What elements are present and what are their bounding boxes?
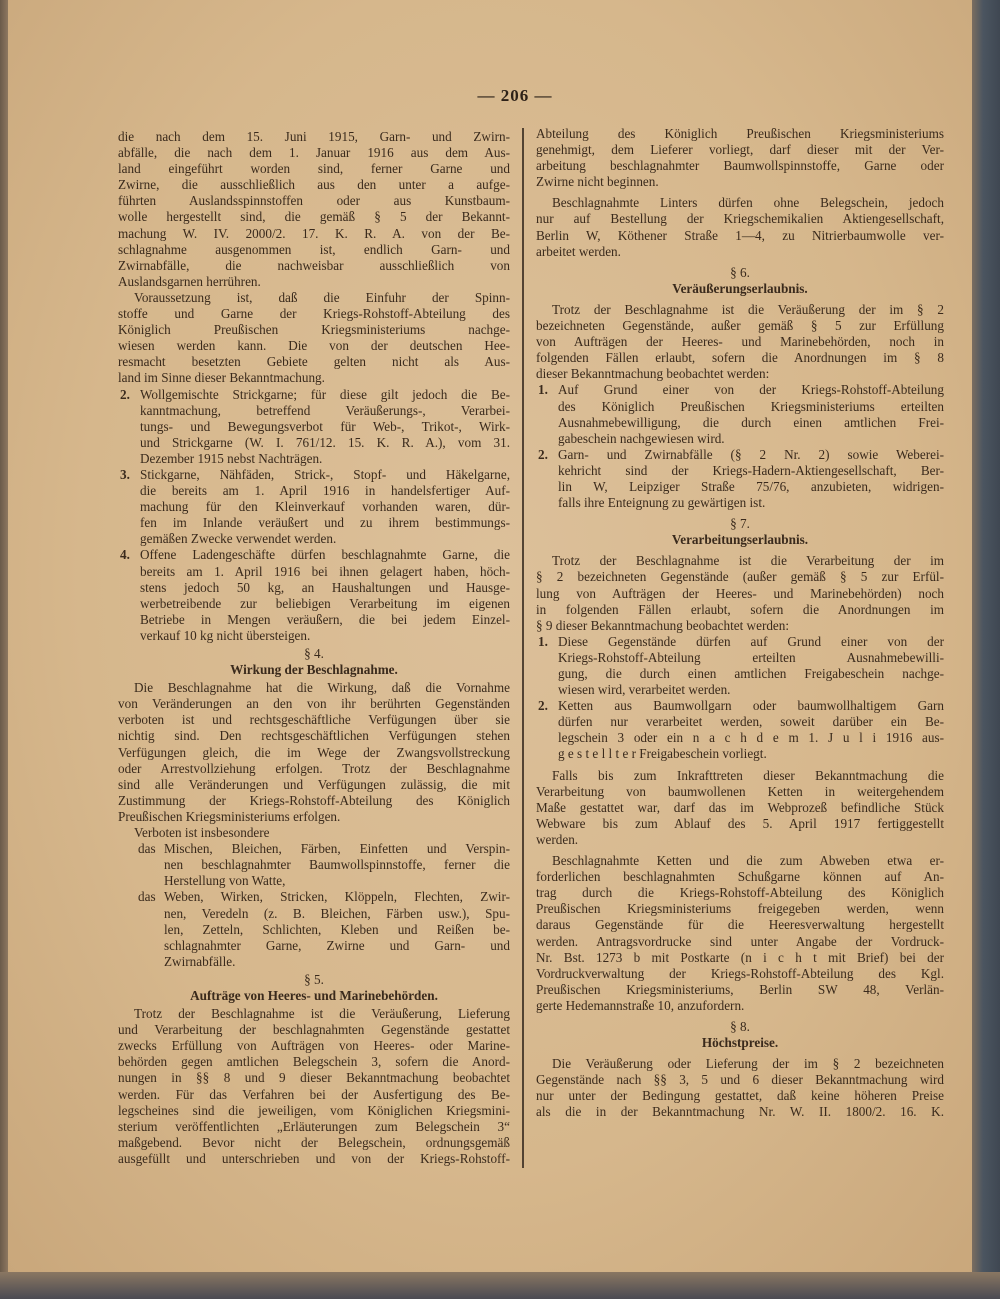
numbered-item <box>118 467 510 547</box>
numbered-item <box>536 698 944 762</box>
text-line: gerte Hedemannstraße 10, anzufordern. <box>536 997 745 1013</box>
text-line: Auslandsgarnen herrühren. <box>118 273 261 289</box>
item-number: 2. <box>538 698 548 714</box>
text-line: Gegenstände nach §§ 3, 5 und 6 dieser Bekanntmachung wird <box>536 1072 944 1088</box>
text-line: Mischen, Bleichen, Färben, Einfetten und Verspin- <box>164 841 510 857</box>
text-line: gung, die durch einen amtlichen Freigabeschein nachge- <box>558 666 944 681</box>
item-number: das <box>138 841 156 857</box>
text-line: Zustimmung der Kriegs-Rohstoff-Abteilung des Königlich <box>118 792 510 808</box>
text-line: nen, Veredeln (z. B. Bleichen, Färben usw.), Spu- <box>164 905 510 921</box>
text-line: Preußischen Kriegsministeriums, Berlin SW 48, Verlän- <box>536 981 944 997</box>
numbered-item <box>118 387 510 467</box>
text-line: verkauf 10 kg nicht übersteigen. <box>140 627 311 643</box>
text-line: bereits am 1. April 1916 bei ihnen gelagert haben, höch- <box>140 563 510 579</box>
section-number: § 4. <box>304 646 324 661</box>
section-number: § 7. <box>730 516 750 532</box>
item-number: 1. <box>538 382 548 398</box>
text-line: land eingeführt worden sind, ferner Garne und <box>118 161 510 177</box>
text-line: Verfügungen gleich, die im Wege der Zwangsvollstreckung <box>118 744 510 760</box>
text-line: Diese Gegenstände dürfen auf Grund einer von der <box>558 633 944 649</box>
paragraph <box>536 302 944 382</box>
text-line: in folgenden Fällen erlaubt, sofern die Anordnungen im <box>536 601 944 617</box>
text-line: daraus Gegenstände für die Heeresverwaltung hergestellt <box>536 917 944 933</box>
numbered-item <box>536 382 944 446</box>
paragraph <box>536 1056 944 1120</box>
text-line: gemäßen Zwecke verwendet werden. <box>140 531 337 547</box>
text-line: Preußischen Kriegsministeriums freigegeben werden, wenn <box>536 901 944 917</box>
paragraph <box>118 1006 510 1167</box>
text-line: von Veränderungen an den von ihr berührten Gegenständen <box>118 696 510 712</box>
text-line: arbeitung beschlagnahmter Baumwollspinnstoffe, Garne oder <box>536 158 944 174</box>
text-line: sterium veröffentlichten „Erläuterungen zum Belegschein 3“ <box>118 1118 510 1134</box>
text-line: Zwirnabfälle. <box>164 953 236 969</box>
text-line: Offene Ladengeschäfte dürfen beschlagnahmte Garne, die <box>140 547 510 563</box>
text-line: dürfen nur verarbeitet werden, soweit darüber ein Be- <box>558 714 944 730</box>
text-line: stoffe und Garne der Kriegs-Rohstoff-Abteilung des <box>118 306 510 322</box>
text-line: als die in der Bekanntmachung Nr. W. II. 1800/2. 16. K. <box>536 1104 944 1120</box>
text-line: führten Auslandsspinnstoffen oder aus Kunstbaum- <box>118 193 510 209</box>
paragraph <box>536 768 944 848</box>
text-line: Wollgemischte Strickgarne; für diese gilt jedoch die Be- <box>140 386 510 402</box>
paragraph <box>118 129 510 290</box>
text-line: Auf Grund einer von der Kriegs-Rohstoff-Abteilung <box>558 382 944 398</box>
text-line: Berlin W, Köthener Straße 1—4, zu Nitrierbaumwolle ver- <box>536 227 944 243</box>
item-number: 4. <box>120 547 130 563</box>
paragraph <box>118 680 510 825</box>
page-number: — 206 — <box>477 86 553 105</box>
text-line: Verboten ist insbesondere <box>134 825 270 841</box>
paragraph <box>536 553 944 633</box>
text-line: Vordruckverwaltung der Kriegs-Rohstoff-Abteilung des Kgl. <box>536 965 944 981</box>
section-number: § 8. <box>730 1018 750 1034</box>
text-line: Weben, Wirken, Stricken, Klöppeln, Flechten, Zwir- <box>164 889 510 905</box>
text-line: Die Veräußerung oder Lieferung der im § 2 bezeichneten <box>552 1056 944 1072</box>
text-line: werden. Für das Verfahren bei der Ausfertigung des Be- <box>118 1086 510 1102</box>
text-line: ausgefüllt und unterschrieben und von der Kriegs-Rohstoff- <box>118 1150 510 1166</box>
text-line: wiesen werden kann. Die von der deutschen Hee- <box>118 338 510 354</box>
text-line: abfälle, die nach dem 1. Januar 1916 aus dem Aus- <box>118 145 510 161</box>
item-number: 2. <box>538 446 548 462</box>
text-line: falls ihre Enteignung zu gewärtigen ist. <box>558 495 766 511</box>
text-line: Beschlagnahmte Linters dürfen ohne Belegschein, jedoch <box>552 195 944 211</box>
text-line: Herstellung von Watte, <box>164 873 286 889</box>
text-line: gabeschein nachgewiesen wird. <box>558 430 725 446</box>
paragraph <box>536 126 944 190</box>
text-line: Webware bis zum Ablauf des 5. April 1917 fertiggestellt <box>536 815 944 831</box>
right-column <box>536 126 944 1121</box>
section-number: § 5. <box>304 971 324 987</box>
text-line: nur auf Bestellung der Kriegschemikalien Aktiengesellschaft, <box>536 211 944 227</box>
section-heading: Höchstpreise. <box>701 1035 779 1051</box>
book-binding-edge <box>972 0 1000 1299</box>
text-line: werden. Antragsvordrucke sind unter Angabe der Vordruck- <box>536 933 944 949</box>
section-heading: Aufträge von Heeres- und Marinebehörden. <box>190 987 438 1003</box>
text-line: von Aufträgen der Heeres- und Marinebehörden, noch in <box>536 334 944 350</box>
text-line: land im Sinne dieser Bekanntmachung. <box>118 370 325 386</box>
left-column <box>118 129 510 1167</box>
text-line: Ausnahmebewilligung, die durch einen amtlichen Frei- <box>558 414 944 430</box>
text-line: forderlichen beschlagnahmten Schußgarne können auf An- <box>536 869 944 885</box>
text-line: Zwirne, die ausschließlich aus den unter a aufge- <box>118 177 510 193</box>
text-line: lin W, Leipziger Straße 75/76, anzubieten, widrigen- <box>558 478 944 494</box>
sub-item <box>118 841 510 889</box>
text-line: Die Beschlagnahme hat die Wirkung, daß die Vornahme <box>134 680 510 696</box>
text-line: Verarbeitung von baumwollenen Ketten in weitergehendem <box>536 783 944 799</box>
item-number: das <box>138 889 156 905</box>
text-line: oder Arrestvollziehung erfolgen. Trotz der Beschlagnahme <box>118 760 510 776</box>
text-line: wolle hergestellt sind, die gemäß § 5 der Bekannt- <box>118 209 510 225</box>
text-line: machung für den Kleinverkauf vorhanden waren, dür- <box>140 499 510 515</box>
text-line: Zwirnabfälle, die nachweisbar ausschließlich von <box>118 257 510 273</box>
text-line: die nach dem 15. Juni 1915, Garn- und Zwirn- <box>118 129 510 144</box>
paragraph <box>118 290 510 387</box>
text-line: nichtig sind. Den rechtsgeschäftlichen Verfügungen stehen <box>118 728 510 744</box>
text-line: fen im Inlande veräußert und zu ihrem bestimmungs- <box>140 515 510 531</box>
text-line: zwecks Erfüllung von Aufträgen von Heeres- oder Marine- <box>118 1038 510 1054</box>
text-line: folgenden Fällen erlaubt, sofern die Anordnungen im § 8 <box>536 350 944 366</box>
text-line: Nr. Bst. 1273 b mit Postkarte (n i c h t mit Brief) bei der <box>536 949 944 965</box>
page-bottom-edge <box>0 1272 1000 1299</box>
text-line: Abteilung des Königlich Preußischen Kriegsministeriums <box>536 126 944 141</box>
section-number: § 6. <box>730 264 750 280</box>
text-line: resmacht besetzten Gebiete gelten nicht als Aus- <box>118 354 510 370</box>
text-line: § 2 bezeichneten Gegenstände (außer gemäß § 5 zur Erfül- <box>536 569 944 585</box>
text-line: Maße gestattet war, darf das im Webprozeß befindliche Stück <box>536 799 944 815</box>
text-line: Beschlagnahmte Ketten und die zum Abweben etwa er- <box>552 853 944 869</box>
numbered-item <box>536 634 944 698</box>
text-line: len, Zetteln, Schlichten, Kleben und Reißen be- <box>164 921 510 937</box>
text-line: Trotz der Beschlagnahme ist die Veräußerung, Lieferung <box>134 1006 510 1022</box>
column-divider <box>522 128 524 1168</box>
sub-item <box>118 889 510 969</box>
text-line: bezeichneten Gegenstände, außer gemäß § 5 zur Erfüllung <box>536 318 944 334</box>
text-line: Voraussetzung ist, daß die Einfuhr der Spinn- <box>134 289 510 305</box>
text-line: Trotz der Beschlagnahme ist die Veräußerung der im § 2 <box>552 301 944 317</box>
section-heading: Wirkung der Beschlagnahme. <box>230 662 398 678</box>
text-line: nen beschlagnahmter Baumwollspinnstoffe, ferner die <box>164 857 510 873</box>
text-line: g e s t e l l t e r Freigabeschein vorliegt. <box>558 746 767 762</box>
text-line: kanntmachung, betreffend Veräußerungs-, Verarbei- <box>140 402 510 418</box>
text-line: Kriegs-Rohstoff-Abteilung erteilten Ausnahmebewilli- <box>558 649 944 665</box>
text-line: nur unter der Bedingung gestattet, daß keine höheren Preise <box>536 1088 944 1104</box>
paragraph <box>118 825 510 841</box>
text-line: behörden gegen amtlichen Belegschein 3, sofern die Anord- <box>118 1054 510 1070</box>
text-line: arbeitet werden. <box>536 243 621 259</box>
paragraph <box>536 195 944 259</box>
text-line: Garn- und Zwirnabfälle (§ 2 Nr. 2) sowie Weberei- <box>558 446 944 462</box>
text-line: und Verarbeitung der beschlagnahmten Gegenstände gestattet <box>118 1022 510 1038</box>
text-line: werden. <box>536 831 579 847</box>
text-line: werbetreibende zur beliebigen Verarbeitung im eigenen <box>140 595 510 611</box>
text-line: lung von Aufträgen der Heeres- und Marinebehörden) noch <box>536 585 944 601</box>
item-number: 2. <box>120 386 130 402</box>
text-line: und Strickgarne (W. I. 761/12. 15. K. R. A.), vom 31. <box>140 434 510 450</box>
text-line: maßgebend. Bevor nicht der Belegschein, ordnungsgemäß <box>118 1134 510 1150</box>
text-line: Betriebe in Mengen veräußern, die bei jedem Einzel- <box>140 611 510 627</box>
text-line: nungen in §§ 8 und 9 dieser Bekanntmachung beobachtet <box>118 1070 510 1086</box>
text-line: verboten ist und rechtsgeschäftliche Verfügungen über sie <box>118 712 510 728</box>
text-line: des Königlich Preußischen Kriegsministeriums erteilten <box>558 398 944 414</box>
text-line: wiesen wird, verarbeitet werden. <box>558 682 731 698</box>
text-line: Königlich Preußischen Kriegsministeriums nachge- <box>118 322 510 338</box>
text-line: genehmigt, dem Lieferer vorliegt, darf dieser mit der Ver- <box>536 142 944 158</box>
text-line: schlagnahmter Garne, Zwirne und Garn- und <box>164 937 510 953</box>
text-line: schlagnahme ausgenommen ist, endlich Garn- und <box>118 241 510 257</box>
section-heading: Verarbeitungserlaubnis. <box>671 532 809 548</box>
text-line: Ketten aus Baumwollgarn oder baumwollhaltigem Garn <box>558 698 944 714</box>
text-line: Falls bis zum Inkrafttreten dieser Bekanntmachung die <box>552 767 944 783</box>
text-line: Trotz der Beschlagnahme ist die Verarbeitung der im <box>552 553 944 569</box>
text-line: machung W. IV. 2000/2. 17. K. R. A. von der Be- <box>118 225 510 241</box>
text-line: stens jedoch 50 kg, an Haushaltungen und Hausge- <box>140 579 510 595</box>
numbered-item <box>118 547 510 644</box>
section-heading: Veräußerungserlaubnis. <box>672 280 808 296</box>
numbered-item <box>536 447 944 511</box>
text-line: legscheines sind die jeweiligen, vom Königlichen Kriegsmini- <box>118 1102 510 1118</box>
paragraph <box>536 853 944 1014</box>
text-line: Stickgarne, Nähfäden, Strick-, Stopf- und Häkelgarne, <box>140 466 510 482</box>
item-number: 3. <box>120 466 130 482</box>
text-line: legschein 3 oder ein n a c h d e m 1. J u l i 1916 aus- <box>558 730 944 746</box>
text-line: Preußischen Kriegsministeriums erfolgen. <box>118 808 341 824</box>
text-line: die bereits am 1. April 1916 in handelsfertiger Auf- <box>140 483 510 499</box>
text-line: Dezember 1915 nebst Nachträgen. <box>140 450 323 466</box>
text-line: sind alle Veränderungen und Verfügungen zulässig, die mit <box>118 776 510 792</box>
text-line: § 9 dieser Bekanntmachung beobachtet werden: <box>536 617 790 633</box>
text-line: trag durch die Kriegs-Rohstoff-Abteilung des Königlich <box>536 885 944 901</box>
text-line: Zwirne nicht beginnen. <box>536 174 659 190</box>
text-line: dieser Bekanntmachung beobachtet werden: <box>536 366 770 382</box>
text-line: kehricht sind der Kriegs-Hadern-Aktiengesellschaft, Ber- <box>558 462 944 478</box>
item-number: 1. <box>538 633 548 649</box>
text-line: tungs- und Bewegungsverbot für Web-, Trikot-, Wirk- <box>140 418 510 434</box>
